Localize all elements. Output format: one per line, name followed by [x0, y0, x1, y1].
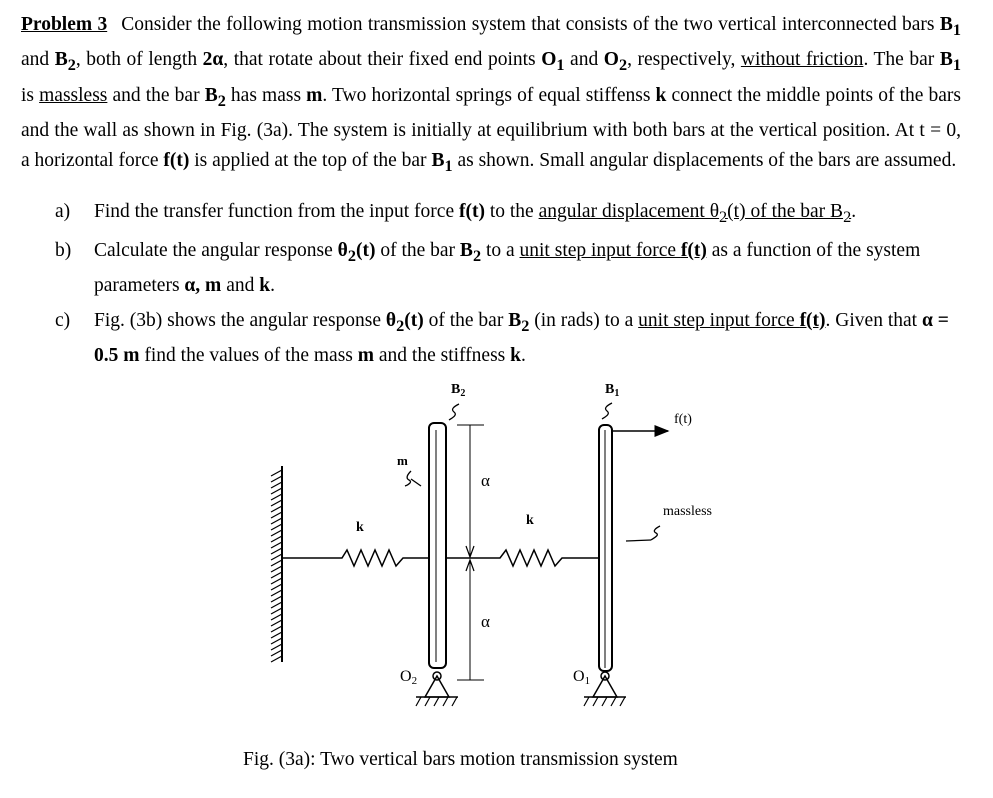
label-massless: massless — [663, 504, 712, 519]
wall-hatch-line — [271, 488, 282, 494]
wall-hatch-line — [271, 566, 282, 572]
emphasis-text: without friction — [740, 49, 864, 71]
label-alpha-bottom: α — [481, 612, 490, 631]
wall-hatch-line — [271, 584, 282, 590]
length-symbol: 2α — [202, 49, 224, 71]
intro-text: , both of length — [75, 49, 203, 71]
wall-hatch-line — [271, 476, 282, 482]
question-label: c) — [55, 310, 71, 331]
intro-text: , respectively, — [627, 49, 741, 71]
problem-title: Problem 3 — [21, 14, 108, 35]
label-mass: m — [397, 453, 408, 468]
wall-hatch-line — [271, 590, 282, 596]
intro-text: is — [21, 84, 40, 106]
bar-b2-symbol: $B_2$ — [204, 84, 226, 110]
intro-text: has mass — [225, 84, 307, 106]
label-b1: $B_1$ — [605, 382, 620, 399]
intro-text: . The bar — [863, 49, 940, 71]
wall-hatch-line — [271, 644, 282, 650]
wall — [271, 466, 282, 662]
label-o2: O2 — [400, 668, 418, 687]
question-label: a) — [55, 201, 71, 222]
wall-hatch-line — [271, 500, 282, 506]
wall-hatch-line — [271, 602, 282, 608]
wall-hatch-line — [271, 548, 282, 554]
label-b2: $B_2$ — [451, 382, 466, 399]
wall-hatch-line — [271, 572, 282, 578]
mass-symbol: m — [306, 84, 323, 106]
wall-hatch-line — [271, 638, 282, 644]
intro-text: and the bar — [107, 84, 205, 106]
pivot-o1 — [584, 672, 626, 706]
bar-b2-symbol: $B_2$ — [54, 49, 76, 75]
intro-text: connect the middle points of the bars and the wall as shown in Fig. (3a). The system is initially at equilibrium with both bars at the vertical position. At t = 0, a horizontal force — [21, 84, 961, 172]
wall-hatch-line — [271, 626, 282, 632]
wall-hatch-line — [271, 542, 282, 548]
question-text: Fig. (3b) shows the angular response $\theta_2(t)$ of the bar $B_2$ (in rads) to a unit step input force f(t). Given that α = 0.5 m find the values of the mass m and the stiffness k. — [94, 310, 949, 366]
force-symbol: f(t) — [163, 150, 190, 172]
label-k-right: k — [526, 513, 534, 528]
wall-hatch-line — [271, 470, 282, 476]
wall-hatch-line — [271, 494, 282, 500]
intro-text: , that rotate about their fixed end points — [223, 49, 542, 71]
label-o1: O1 — [573, 668, 591, 687]
wall-hatch-line — [271, 506, 282, 512]
label-k-left: k — [356, 520, 364, 535]
wall-hatch-line — [271, 656, 282, 662]
wall-hatch-line — [271, 614, 282, 620]
emphasis-text: massless — [39, 84, 108, 106]
bar-b1-symbol: $B_1$ — [939, 14, 961, 39]
label-force: f(t) — [674, 412, 692, 427]
bar-b1 — [599, 425, 612, 671]
wall-hatch-line — [271, 608, 282, 614]
wall-hatch-line — [271, 524, 282, 530]
spring-left — [282, 550, 429, 566]
question-text: Calculate the angular response $\theta_2(t)$ of the bar $B_2$ to a unit step input force f(t) as a function of the system parameters α, m and k. — [94, 240, 921, 296]
intro-text: and — [564, 49, 604, 71]
pivot-o2 — [416, 672, 458, 706]
wall-hatch-line — [271, 482, 282, 488]
point-o1-symbol: $O_1$ — [541, 49, 565, 75]
intro-text: and — [21, 49, 55, 71]
wall-hatch-line — [271, 530, 282, 536]
point-o2-symbol: $O_2$ — [603, 49, 628, 75]
stiffness-symbol: k — [655, 84, 667, 106]
wall-hatch-line — [271, 560, 282, 566]
label-alpha-top: α — [481, 471, 490, 490]
intro-text: is applied at the top of the bar — [189, 150, 432, 172]
wall-hatch-line — [271, 536, 282, 542]
wall-hatch-line — [271, 554, 282, 560]
wall-hatch-line — [271, 650, 282, 656]
bar-b1-symbol: $B_1$ — [939, 49, 961, 75]
wall-hatch-line — [271, 620, 282, 626]
wall-hatch-line — [271, 578, 282, 584]
alpha-dimension — [457, 425, 484, 680]
wall-hatch-line — [271, 518, 282, 524]
wall-hatch-line — [271, 512, 282, 518]
bar-b2 — [429, 423, 446, 668]
figure-caption: Fig. (3a): Two vertical bars motion transmission system — [243, 749, 678, 770]
wall-hatch-line — [271, 632, 282, 638]
intro-text: as shown. Small angular displacements of the bars are assumed. — [452, 150, 957, 172]
wall-hatch-line — [271, 596, 282, 602]
bar-b1-symbol: $B_1$ — [431, 150, 453, 175]
question-text: Find the transfer function from the input force f(t) to the angular displacement $\theta_2(t)$ of the bar $B_2$. — [94, 201, 857, 226]
intro-text: Consider the following motion transmission system that consists of the two vertical interconnected bars — [121, 14, 940, 35]
question-label: b) — [55, 240, 72, 261]
intro-text: . Two horizontal springs of equal stiffenss — [322, 84, 656, 106]
